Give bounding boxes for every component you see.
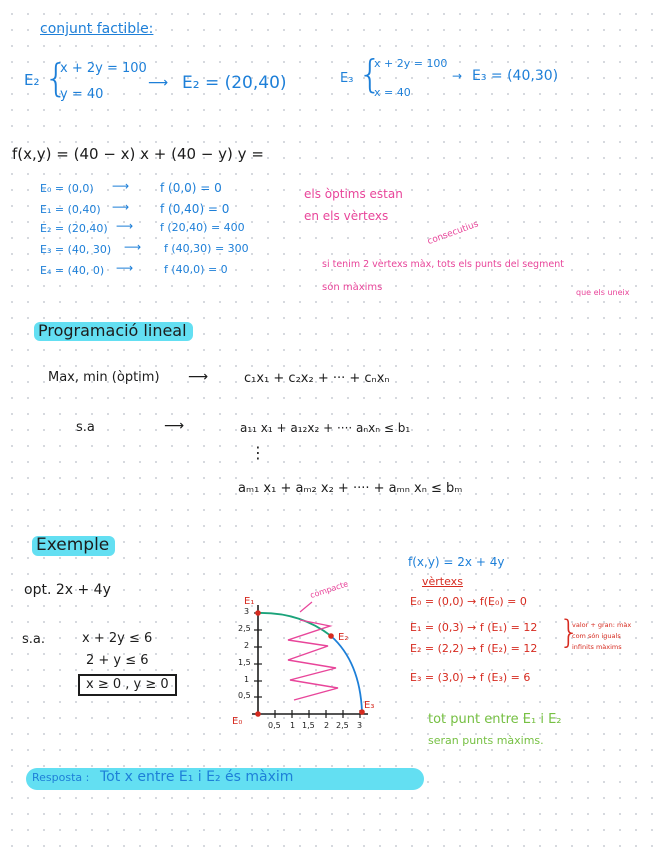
lp-st-label: s.a [76, 420, 95, 435]
objective-arrow-0: ⟶ [112, 179, 130, 193]
graph-compacte-arrow [300, 602, 312, 612]
graph-label-e2: E₂ [338, 632, 349, 643]
lp-opt-label: Max, min (òptim) [48, 370, 160, 385]
lp-title: Programació lineal [34, 322, 193, 341]
graph-pink-scribble [288, 620, 338, 700]
objective-arrow-3: ⟶ [124, 240, 142, 254]
objective-value-2: f (20,40) = 400 [160, 221, 245, 234]
example-brace-note-2: com són iguals [572, 632, 621, 640]
graph-x-tick-label-0-5: 0,5 [268, 721, 281, 730]
example-vertex-brace: } [559, 613, 580, 651]
example-vertex-e2: E₂ = (2,2) → f (E₂) = 12 [410, 642, 538, 655]
e2-brace: { [44, 56, 69, 100]
e3-eq1: x + 2y = 100 [374, 57, 448, 70]
example-conclusion-line2: seran punts màxims. [428, 734, 544, 747]
example-title: Exemple [32, 536, 115, 556]
e2-label: E₂ [24, 71, 40, 89]
example-vertex-e0: E₀ = (0,0) → f(E₀) = 0 [410, 595, 527, 608]
objective-value-1: f (0,40) = 0 [160, 202, 230, 216]
lp-st-arrow: ⟶ [164, 418, 185, 434]
lp-opt-expression: c₁x₁ + c₂x₂ + ··· + cₙxₙ [244, 371, 390, 386]
objective-vertex-2: E₂ = (20,40) [40, 222, 108, 235]
graph-y-tick-label-2-5: 2,5 [238, 624, 251, 633]
example-vertex-e1: E₁ = (0,3) → f (E₁) = 12 [410, 621, 538, 634]
objective-vertex-3: E₃ = (40, 30) [40, 243, 112, 256]
e2-eq2: y = 40 [60, 87, 104, 102]
lp-constraint-m: aₘ₁ x₁ + aₘ₂ x₂ + ···· + aₘₙ xₙ ≤ bₘ [238, 481, 463, 496]
graph-point-e0 [255, 711, 261, 717]
e2-arrow: ⟶ [148, 75, 169, 91]
objective-value-0: f (0,0) = 0 [160, 181, 222, 195]
graph-y-tick-label-0-5: 0,5 [238, 691, 251, 700]
graph-x-tick-label-2-5: 2,5 [336, 721, 349, 730]
graph-point-e1 [255, 610, 261, 616]
note-optima-line1: els òptims estan [304, 187, 403, 201]
objective-vertex-4: E₄ = (40, 0) [40, 264, 105, 277]
graph-y-tick-label-2: 2 [244, 641, 250, 650]
graph-y-tick-label-1: 1 [244, 675, 250, 684]
example-function-definition: f(x,y) = 2x + 4y [408, 555, 505, 569]
lp-constraint-1: a₁₁ x₁ + a₁₂x₂ + ···· aₙxₙ ≤ b₁ [240, 421, 411, 435]
graph-boundary-curve [331, 636, 362, 712]
example-vertices-label: vèrtexs [422, 575, 463, 588]
objective-value-4: f (40,0) = 0 [164, 263, 228, 276]
example-objective: opt. 2x + 4y [24, 582, 111, 598]
note-consecutive: consecutius [426, 219, 480, 248]
graph-x-tick-label-3: 3 [357, 721, 363, 730]
graph-x-tick-label-1: 1 [290, 721, 296, 730]
objective-arrow-1: ⟶ [112, 200, 130, 214]
e3-label: E₃ [340, 71, 354, 86]
note-segment-joining: que els uneix [576, 288, 630, 297]
e3-arrow: → [452, 69, 463, 83]
note-segment-line2: són màxims [322, 282, 383, 293]
graph-y-tick-label-1-5: 1,5 [238, 658, 251, 667]
example-conclusion-line1: tot punt entre E₁ i E₂ [428, 712, 562, 727]
e3-result: E₃ = (40,30) [472, 68, 559, 84]
objective-arrow-2: ⟶ [116, 219, 134, 233]
example-brace-note-3: infinits màxims [572, 643, 622, 651]
objective-value-3: f (40,30) = 300 [164, 242, 249, 255]
graph-point-e2 [328, 633, 334, 639]
objective-vertex-1: E₁ = (0,40) [40, 203, 101, 216]
objective-expression: f(x,y) = (40 − x) x + (40 − y) y = [12, 145, 264, 163]
graph-y-tick-label-3: 3 [244, 607, 250, 616]
answer-bar [26, 768, 424, 790]
objective-arrow-4: ⟶ [116, 261, 134, 275]
e2-result: E₂ = (20,40) [182, 73, 287, 93]
example-vertex-e3: E₃ = (3,0) → f (E₃) = 6 [410, 671, 531, 684]
example-constraint-2: 2 + y ≤ 6 [86, 653, 149, 668]
answer-label: Resposta : [32, 771, 90, 784]
example-constraint-3: x ≥ 0 , y ≥ 0 [78, 674, 177, 696]
graph-compacte-label: compacte [308, 579, 350, 601]
graph-label-e3: E₃ [364, 700, 375, 711]
example-st-label: s.a. [22, 632, 46, 647]
lp-opt-arrow: ⟶ [188, 369, 209, 385]
graph-label-e1: E₁ [244, 596, 255, 607]
example-brace-note-1: valor + gran: màx [572, 621, 632, 629]
objective-vertex-0: E₀ = (0,0) [40, 182, 94, 195]
note-optima-line2: en els vèrtexs [304, 209, 389, 223]
graph-x-tick-label-1-5: 1,5 [302, 721, 315, 730]
e3-eq2: x = 40 [374, 86, 411, 99]
feasible-title: conjunt factible: [40, 21, 154, 37]
lp-vdots: ⋮ [250, 443, 266, 462]
graph-x-tick-label-2: 2 [324, 721, 330, 730]
note-segment-line1: si tenim 2 vèrtexs màx, tots els punts del segment [322, 259, 564, 270]
example-constraint-1: x + 2y ≤ 6 [82, 631, 153, 646]
graph-label-e0: E₀ [232, 716, 243, 727]
e2-eq1: x + 2y = 100 [60, 61, 147, 76]
answer-text: Tot x entre E₁ i E₂ és màxim [100, 769, 294, 785]
e3-brace: { [358, 52, 383, 96]
